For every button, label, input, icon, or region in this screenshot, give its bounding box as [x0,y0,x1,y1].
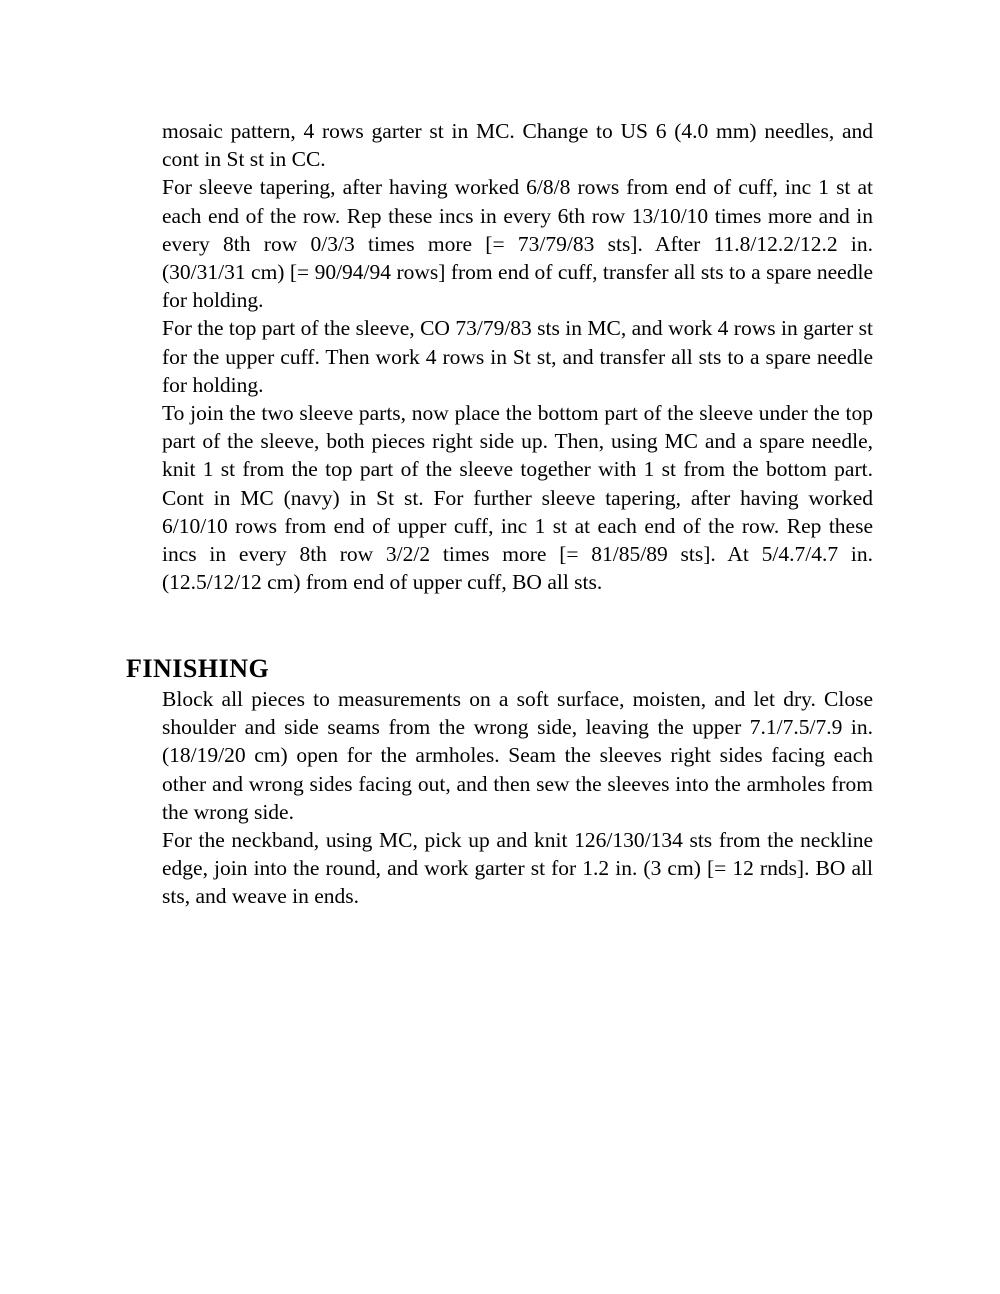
paragraph-mosaic-pattern: mosaic pattern, 4 rows garter st in MC. Change to US 6 (4.0 mm) needles, and cont in St st in CC. [162,119,873,172]
paragraph-sleeve-top-part: For the top part of the sleeve, CO 73/79/83 sts in MC, and work 4 rows in garter st for the upper cuff. Then work 4 rows in St st, and transfer all sts to a spare needle for holding. [162,316,873,397]
paragraph-neckband: For the neckband, using MC, pick up and knit 126/130/134 sts from the neckline edge, join into the round, and work garter st for 1.2 in. (3 cm) [= 12 rnds]. BO all sts, and weave in ends. [162,828,873,909]
section-heading-finishing: FINISHING [126,654,270,683]
paragraph-block-and-seam: Block all pieces to measurements on a soft surface, moisten, and let dry. Close shoulder and side seams from the wrong side, leaving the upper 7.1/7.5/7.9 in. (18/19/20 cm) open for the armholes. Seam the sleeves right sides facing each other and wrong sides facing out, and then sew the sleeves into the armholes from the wrong side. [162,687,873,824]
sleeve-instructions [162,117,873,596]
finishing-instructions [162,685,873,911]
paragraph-join-sleeve-parts: To join the two sleeve parts, now place the bottom part of the sleeve under the top part of the sleeve, both pieces right side up. Then, using MC and a spare needle, knit 1 st from the top part of the sleeve together with 1 st from the bottom part. Cont in MC (navy) in St st. For further sleeve tapering, after having worked 6/10/10 rows from end of upper cuff, inc 1 st at each end of the row. Rep these incs in every 8th row 3/2/2 times more [= 81/85/89 sts]. At 5/4.7/4.7 in. (12.5/12/12 cm) from end of upper cuff, BO all sts. [162,401,873,595]
paragraph-sleeve-tapering: For sleeve tapering, after having worked 6/8/8 rows from end of cuff, inc 1 st at each end of the row. Rep these incs in every 6th row 13/10/10 times more and in every 8th row 0/3/3 times more [= 73/79/83 sts]. After 11.8/12.2/12.2 in. (30/31/31 cm) [= 90/94/94 rows] from end of cuff, transfer all sts to a spare needle for holding. [162,175,873,313]
